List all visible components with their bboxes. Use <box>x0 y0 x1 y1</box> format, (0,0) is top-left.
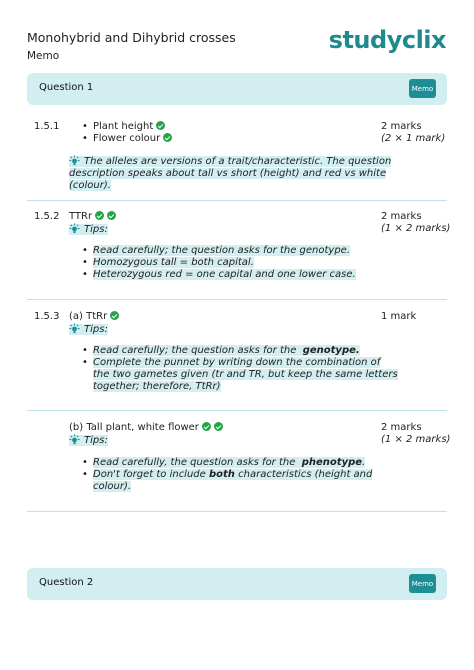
check-icon <box>95 211 104 220</box>
part-number: 1.5.1 <box>34 121 60 132</box>
tips-label: Tips: <box>69 323 108 336</box>
lightbulb-icon <box>69 223 80 234</box>
marks: 2 marks (2 × 1 mark) <box>381 121 446 144</box>
answer: (b) Tall plant, white flower <box>69 422 223 434</box>
tips-label: Tips: <box>69 434 108 447</box>
marks: 1 mark <box>381 311 417 322</box>
memo-button[interactable]: Memo <box>409 574 436 593</box>
tip-item: • Heterozygous red = one capital and one lower case. <box>93 269 356 281</box>
check-icon <box>214 422 223 431</box>
question-1-label: Question 1 <box>39 82 94 93</box>
divider <box>27 410 447 411</box>
answer-item: • Flower colour <box>93 133 172 144</box>
studyclix-logo[interactable]: studyclix <box>328 26 446 54</box>
marks: 2 marks (1 × 2 marks) <box>381 211 451 234</box>
explanation-note: The alleles are versions of a trait/characteristic. The question description speaks about tall vs short (height) and red vs white (colour). <box>69 156 392 191</box>
check-icon <box>202 422 211 431</box>
lightbulb-icon <box>69 323 80 334</box>
divider <box>27 200 447 201</box>
tip-item: • Don't forget to include both characteristics (height and colour). <box>93 469 372 493</box>
tip-item: • Read carefully; the question asks for the genotype. <box>93 245 350 257</box>
tip-item: • Read carefully, the question asks for the phenotype. <box>93 457 365 469</box>
divider <box>27 299 447 300</box>
memo-button[interactable]: Memo <box>409 79 436 98</box>
question-1-header[interactable] <box>27 73 447 105</box>
question-2-header[interactable] <box>27 568 447 600</box>
question-2-label: Question 2 <box>39 577 94 588</box>
part-number: 1.5.2 <box>34 211 60 222</box>
tip-item: • Complete the punnet by writing down the combination of the two gametes given (tr and TR, but keep the same letters together; therefore, TtRr) <box>93 357 398 393</box>
divider <box>27 511 447 512</box>
check-icon <box>163 133 172 142</box>
page-title: Monohybrid and Dihybrid crosses <box>27 30 236 45</box>
lightbulb-icon <box>69 155 80 166</box>
answer-item: • Plant height <box>93 121 165 132</box>
tip-item: • Homozygous tall = both capital. <box>93 257 254 269</box>
tip-item: • Read carefully; the question asks for the genotype. <box>93 345 360 357</box>
answer: (a) TtRr <box>69 311 119 323</box>
check-icon <box>156 121 165 130</box>
marks: 2 marks (1 × 2 marks) <box>381 422 451 445</box>
page-subtitle: Memo <box>27 50 60 62</box>
check-icon <box>107 211 116 220</box>
answer: TTRr <box>69 211 116 223</box>
tips-label: Tips: <box>69 223 108 236</box>
check-icon <box>110 311 119 320</box>
lightbulb-icon <box>69 434 80 445</box>
part-number: 1.5.3 <box>34 311 60 322</box>
